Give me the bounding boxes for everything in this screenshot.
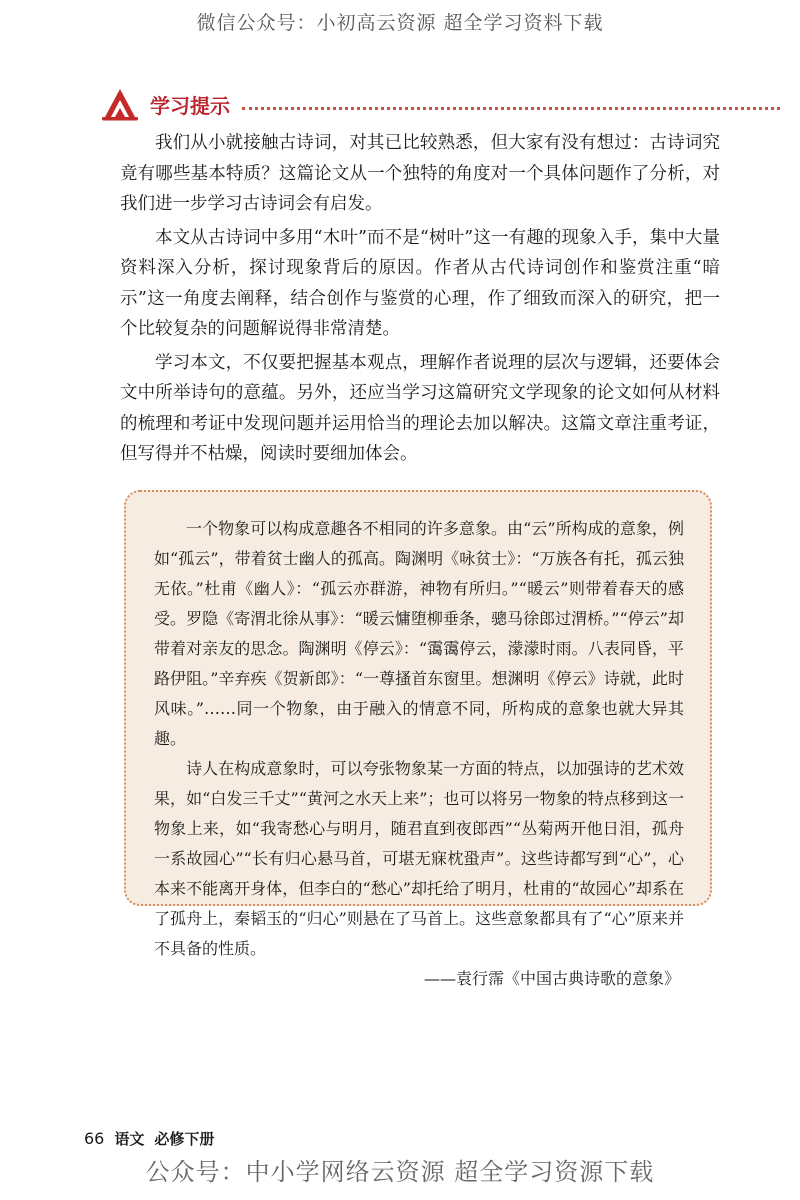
quote-source: ——袁行霈《中国古典诗歌的意象》 — [423, 969, 680, 988]
section-divider — [242, 107, 780, 110]
study-tips-logo-icon — [100, 84, 140, 124]
quote-paragraph: 一个物象可以构成意趣各不相同的许多意象。由“云”所构成的意象，例如“孤云”，带着贫士幽人的孤高。陶渊明《咏贫士》：“万族各有托，孤云独无依。”杜甫《幽人》：“孤云亦群游，神物有所归。”“暖云”则带着春天的感受。罗隐《寄渭北徐从事》：“暖云慵堕柳垂条，骢马徐郎过渭桥。”“停云”却带着对亲友的思念。陶渊明《停云》：“霭霭停云，濛濛时雨。八表同昏，平路伊阻。”辛弃疾《贺新郎》：“一尊搔首东窗里。想渊明《停云》诗就，此时风味。”……同一个物象，由于融入的情意不同，所构成的意象也就大异其趣。 — [154, 519, 684, 748]
book-subject: 语文 — [114, 1130, 145, 1148]
section-header — [100, 84, 780, 124]
page-number: 66 — [84, 1129, 105, 1148]
section-title: 学习提示 — [150, 93, 230, 118]
tips-paragraph: 我们从小就接触古诗词，对其已比较熟悉，但大家有没有想过：古诗词究竟有哪些基本特质？这篇论文从一个独特的角度对一个具体问题作了分析，对我们进一步学习古诗词会有启发。 — [120, 133, 720, 214]
quote-paragraph: 诗人在构成意象时，可以夸张物象某一方面的特点，以加强诗的艺术效果，如“白发三千丈”“黄河之水天上来”；也可以将另一物象的特点移到这一物象上来，如“我寄愁心与明月，随君直到夜郎西”“丛菊两开他日泪，孤舟一系故园心”“长有归心悬马首，可堪无寐枕蛩声”。这些诗都写到“心”，心本来不能离开身体，但李白的“愁心”却托给了明月，杜甫的“故园心”却系在了孤舟上，秦韬玉的“归心”则悬在了马首上。这些意象都具有了“心”原来并不具备的性质。 — [154, 759, 684, 958]
book-volume: 必修下册 — [154, 1130, 215, 1148]
top-watermark-banner: 微信公众号：小初高云资源 超全学习资料下载 — [196, 12, 604, 34]
quote-box — [124, 490, 712, 988]
bottom-watermark-banner: 公众号：中小学网络云资源 超全学习资源下载 — [145, 1158, 655, 1186]
tips-paragraph: 本文从古诗词中多用“木叶”而不是“树叶”这一有趣的现象入手，集中大量资料深入分析，探讨现象背后的原因。作者从古代诗词创作和鉴赏注重“暗示”这一角度去阐释，结合创作与鉴赏的心理，作了细致而深入的研究，把一个比较复杂的问题解说得非常清楚。 — [120, 227, 720, 339]
page-footer — [84, 1128, 214, 1149]
learning-tips-body — [120, 128, 720, 473]
tips-paragraph: 学习本文，不仅要把握基本观点，理解作者说理的层次与逻辑，还要体会文中所举诗句的意蕴。另外，还应当学习这篇研究文学现象的论文如何从材料的梳理和考证中发现问题并运用恰当的理论去加以解决。这篇文章注重考证，但写得并不枯燥，阅读时要细加体会。 — [120, 352, 720, 464]
